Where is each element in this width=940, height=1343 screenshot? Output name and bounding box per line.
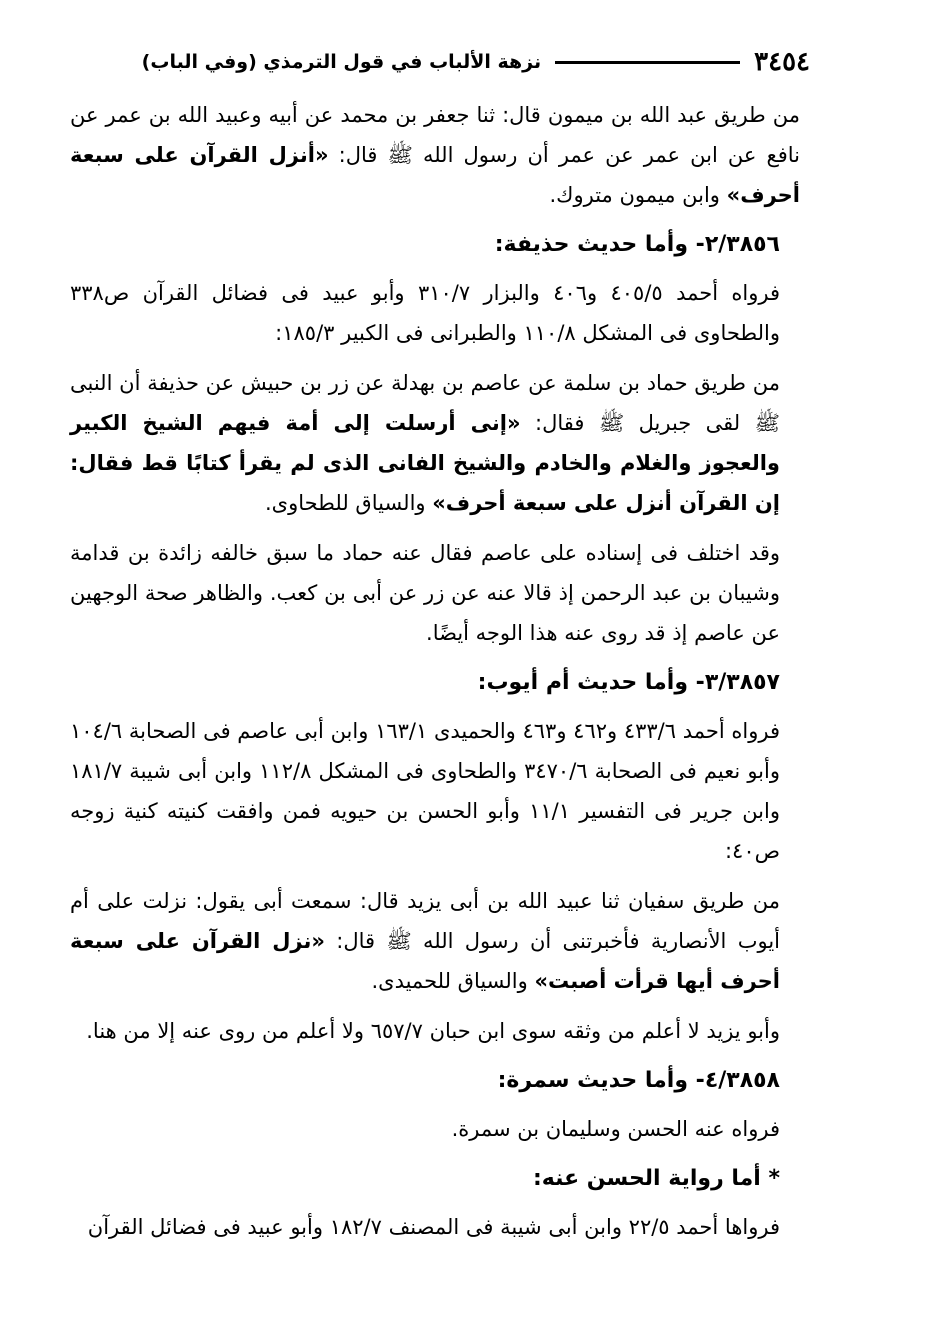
header-rule <box>555 61 740 64</box>
paragraph-umm-ayyub-chain <box>70 881 800 1001</box>
hadith-quote: «أنزل القرآن على سبعة أحرف» <box>70 143 800 207</box>
paragraph-hudhayfa-sources: فرواه أحمد ٤٠٥/٥ و٤٠٦ والبزار ٣١٠/٧ وأبو عبيد فى فضائل القرآن ص٣٣٨ والطحاوى فى المشكل ١١٠/٨ والطبرانى فى الكبير ١٨٥/٣: <box>70 281 781 345</box>
paragraph-hasan-sources: فرواها أحمد ٢٢/٥ وابن أبى شيبة فى المصنف ١٨٢/٧ وأبو عبيد فى فضائل القرآن <box>87 1215 780 1239</box>
page-header <box>60 42 810 82</box>
paragraph-text: والسياق للحميدى. <box>371 969 535 993</box>
paragraph-text: والسياق للطحاوى. <box>264 491 433 515</box>
paragraph-isnad-discussion: وقد اختلف فى إسناده على عاصم فقال عنه حماد ما سبق خالفه زائدة بن قدامة وشيبان بن عبد الرحمن إذ قالا عنه عن زر عن أبى بن كعب. والظاهر صحة الوجهين عن عاصم إذ قد روى عنه هذا الوجه أيضًا. <box>70 541 780 645</box>
paragraph-text: من طريق حماد بن سلمة عن عاصم بن بهدلة عن زر بن حبيش عن حذيفة أن النبى ﷺ لقى جبريل ﷺ فقال: <box>70 371 780 435</box>
hadith-quote: «إنى أرسلت إلى أمة فيهم الشيخ الكبير والعجوز والغلام والخادم والشيخ الفانى الذى لم يقرأ كتابًا قط فقال: إن القرآن أنزل على سبعة أحرف» <box>70 411 780 515</box>
paragraph-hudhayfa-chain <box>70 363 800 523</box>
section-heading-umm-ayyub: ٣/٣٨٥٧- وأما حديث أم أيوب: <box>477 670 780 695</box>
paragraph-text: وابن ميمون متروك. <box>549 183 727 207</box>
paragraph-text: من طريق عبد الله بن ميمون قال: ثنا جعفر بن محمد عن أبيه وعبيد الله بن عمر عن نافع عن ابن عمر عن عمر أن رسول الله ﷺ قال: <box>70 103 800 167</box>
paragraph-abu-yazid-note: وأبو يزيد لا أعلم من وثقه سوى ابن حبان ٦٥٧/٧ ولا أعلم من روى عنه إلا من هنا. <box>86 1019 780 1043</box>
running-title: نزهة الألباب في قول الترمذي (وفي الباب) <box>141 51 542 73</box>
page-body <box>70 95 800 1257</box>
paragraph-umm-ayyub-sources: فرواه أحمد ٤٣٣/٦ و٤٦٢ و٤٦٣ والحميدى ١٦٣/١ وابن أبى عاصم فى الصحابة ١٠٤/٦ وأبو نعيم فى الصحابة ٣٤٧٠/٦ والطحاوى فى المشكل ١١٢/٨ وابن أبى شيبة ١٨١/٧ وابن جرير فى التفسير ١١/١ وأبو الحسن بن حيويه فمن وافقت كنيته كنية زوجه ص٤٠: <box>70 719 780 863</box>
section-heading-hudhayfa: ٢/٣٨٥٦- وأما حديث حذيفة: <box>494 232 780 257</box>
page-number: ٣٤٥٤ <box>754 47 810 77</box>
hadith-quote: «نزل القرآن على سبعة أحرف أيها قرأت أصبت» <box>70 929 780 993</box>
paragraph-ibn-umar-chain <box>70 95 800 215</box>
subheading-hasan-narration: * أما رواية الحسن عنه: <box>532 1166 780 1191</box>
paragraph-samura-narrators: فرواه عنه الحسن وسليمان بن سمرة. <box>451 1117 780 1141</box>
paragraph-text: من طريق سفيان ثنا عبيد الله بن أبى يزيد قال: سمعت أبى يقول: نزلت على أم أيوب الأنصارية فأخبرتنى أن رسول الله ﷺ قال: <box>70 889 780 953</box>
section-heading-samura: ٤/٣٨٥٨- وأما حديث سمرة: <box>497 1068 780 1093</box>
